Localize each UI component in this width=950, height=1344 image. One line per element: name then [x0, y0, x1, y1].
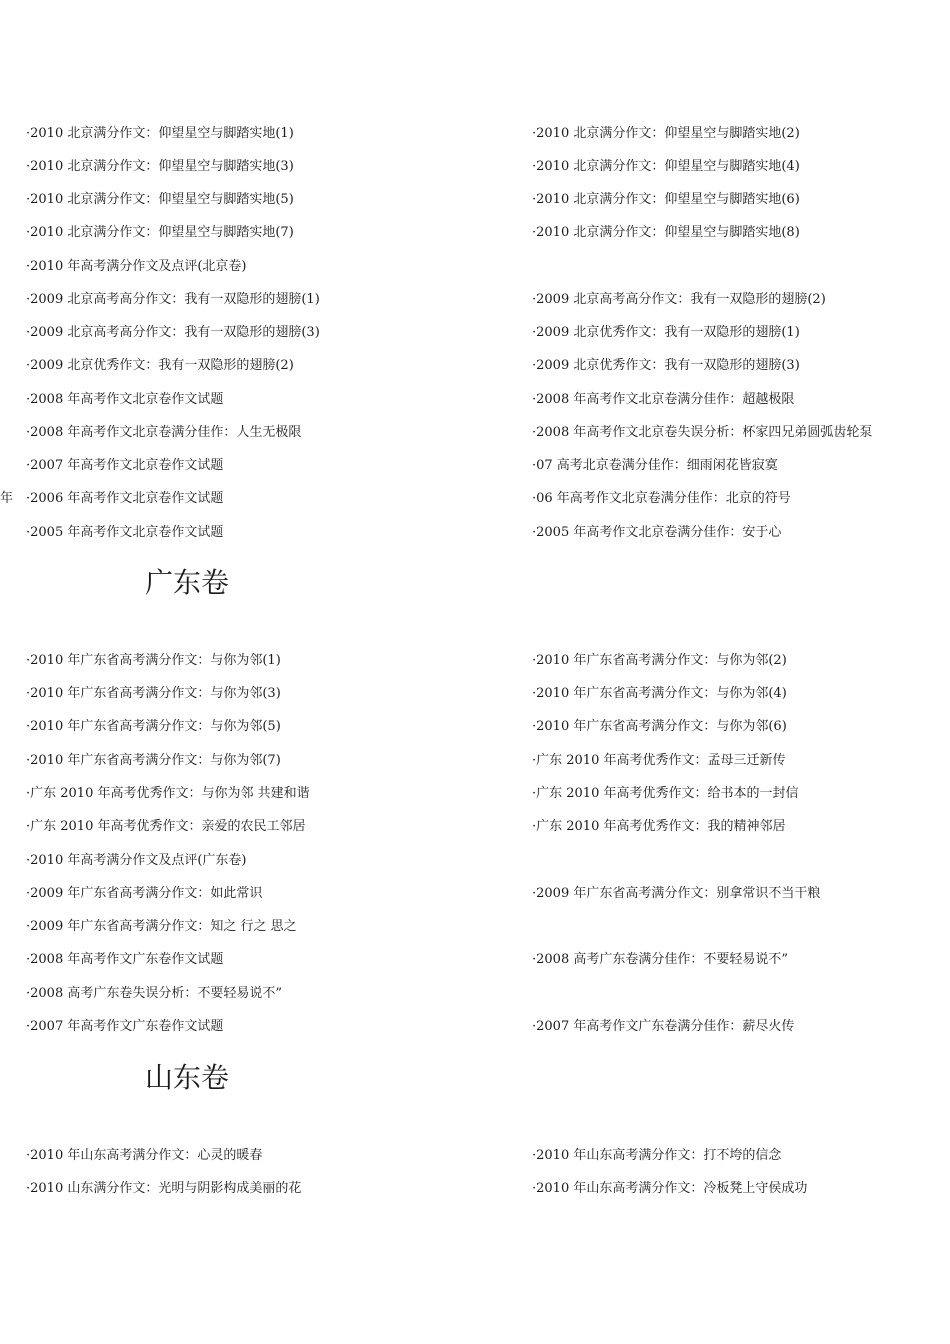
- article-link[interactable]: ·2010 年山东高考满分作文：打不垮的信念: [532, 1148, 782, 1163]
- list-row: [0, 851, 950, 871]
- list-row: [0, 717, 950, 737]
- article-link[interactable]: ·2007 年高考作文北京卷作文试题: [26, 458, 224, 473]
- list-row: [0, 323, 950, 343]
- article-link[interactable]: ·广东 2010 年高考优秀作文：我的精神邻居: [532, 819, 786, 834]
- list-row: [0, 124, 950, 144]
- article-link[interactable]: ·2008 高考广东卷失误分析：不要轻易说不”: [26, 986, 282, 1001]
- list-row: [0, 751, 950, 771]
- list-row: [0, 356, 950, 376]
- list-row: [0, 157, 950, 177]
- article-link[interactable]: ·2010 北京满分作文：仰望星空与脚踏实地(5): [26, 192, 294, 207]
- article-link[interactable]: ·06 年高考作文北京卷满分佳作：北京的符号: [532, 491, 791, 506]
- list-row: [0, 984, 950, 1004]
- article-link[interactable]: ·2008 年高考作文北京卷作文试题: [26, 392, 224, 407]
- article-link[interactable]: ·2010 山东满分作文：光明与阴影构成美丽的花: [26, 1181, 302, 1196]
- article-link[interactable]: ·2010 北京满分作文：仰望星空与脚踏实地(1): [26, 126, 294, 141]
- article-link[interactable]: ·2009 年广东省高考满分作文：如此常识: [26, 886, 263, 901]
- article-link[interactable]: ·2008 年高考作文北京卷满分佳作：人生无极限: [26, 425, 302, 440]
- article-link[interactable]: ·2008 年高考作文北京卷失误分析：杯家四兄弟圆弧齿轮泵: [532, 425, 873, 440]
- article-link[interactable]: ·2010 北京满分作文：仰望星空与脚踏实地(8): [532, 225, 800, 240]
- article-link[interactable]: ·2009 北京优秀作文：我有一双隐形的翅膀(1): [532, 325, 800, 340]
- list-row: [0, 917, 950, 937]
- article-link[interactable]: ·2005 年高考作文北京卷作文试题: [26, 525, 224, 540]
- list-row: [0, 257, 950, 277]
- article-link[interactable]: ·2009 北京优秀作文：我有一双隐形的翅膀(2): [26, 358, 294, 373]
- stray-character: 年: [0, 491, 14, 506]
- list-row: [0, 950, 950, 970]
- article-link[interactable]: ·2008 高考广东卷满分佳作：不要轻易说不”: [532, 952, 788, 967]
- article-link[interactable]: ·2010 北京满分作文：仰望星空与脚踏实地(7): [26, 225, 294, 240]
- article-link[interactable]: ·2009 北京高考高分作文：我有一双隐形的翅膀(1): [26, 292, 320, 307]
- article-link[interactable]: ·2010 年广东省高考满分作文：与你为邻(4): [532, 686, 787, 701]
- article-link[interactable]: ·07 高考北京卷满分佳作：细雨闲花皆寂寞: [532, 458, 778, 473]
- list-row: [0, 784, 950, 804]
- list-row: [0, 489, 950, 509]
- article-link[interactable]: ·2010 年高考满分作文及点评(北京卷): [26, 259, 247, 274]
- list-row: [0, 190, 950, 210]
- article-link[interactable]: ·2010 年广东省高考满分作文：与你为邻(1): [26, 653, 281, 668]
- article-link[interactable]: ·2010 年山东高考满分作文：冷板凳上守侯成功: [532, 1181, 808, 1196]
- article-link[interactable]: ·2009 北京优秀作文：我有一双隐形的翅膀(3): [532, 358, 800, 373]
- article-link[interactable]: ·2007 年高考作文广东卷满分佳作：薪尽火传: [532, 1019, 795, 1034]
- article-link[interactable]: ·2009 北京高考高分作文：我有一双隐形的翅膀(2): [532, 292, 826, 307]
- section-title-shandong: 山东卷: [145, 1061, 230, 1094]
- list-row: [0, 1017, 950, 1037]
- section-title-guangdong: 广东卷: [145, 566, 230, 599]
- list-row: [0, 390, 950, 410]
- article-link[interactable]: ·广东 2010 年高考优秀作文：孟母三迁新传: [532, 753, 786, 768]
- article-link[interactable]: ·2010 北京满分作文：仰望星空与脚踏实地(2): [532, 126, 800, 141]
- list-row: [0, 817, 950, 837]
- article-link[interactable]: ·广东 2010 年高考优秀作文：给书本的一封信: [532, 786, 799, 801]
- article-link[interactable]: ·2010 年广东省高考满分作文：与你为邻(5): [26, 719, 281, 734]
- article-link[interactable]: ·2007 年高考作文广东卷作文试题: [26, 1019, 224, 1034]
- article-link[interactable]: ·广东 2010 年高考优秀作文：亲爱的农民工邻居: [26, 819, 306, 834]
- list-row: [0, 456, 950, 476]
- list-row: [0, 1146, 950, 1166]
- article-link[interactable]: ·2008 年高考作文广东卷作文试题: [26, 952, 224, 967]
- article-link[interactable]: ·2008 年高考作文北京卷满分佳作：超越极限: [532, 392, 795, 407]
- article-link[interactable]: ·2005 年高考作文北京卷满分佳作：安于心: [532, 525, 782, 540]
- article-link[interactable]: ·2010 年广东省高考满分作文：与你为邻(6): [532, 719, 787, 734]
- article-link[interactable]: ·2006 年高考作文北京卷作文试题: [26, 491, 224, 506]
- article-link[interactable]: ·2009 年广东省高考满分作文：别拿常识不当干粮: [532, 886, 821, 901]
- article-link[interactable]: ·2010 年山东高考满分作文：心灵的暖春: [26, 1148, 263, 1163]
- article-link[interactable]: ·2010 年广东省高考满分作文：与你为邻(3): [26, 686, 281, 701]
- list-row: [0, 223, 950, 243]
- list-row: [0, 290, 950, 310]
- article-link[interactable]: ·2010 北京满分作文：仰望星空与脚踏实地(3): [26, 159, 294, 174]
- article-link[interactable]: ·2010 年广东省高考满分作文：与你为邻(7): [26, 753, 281, 768]
- list-row: [0, 884, 950, 904]
- list-row: [0, 423, 950, 443]
- article-link[interactable]: ·2009 北京高考高分作文：我有一双隐形的翅膀(3): [26, 325, 320, 340]
- article-link[interactable]: ·广东 2010 年高考优秀作文：与你为邻 共建和谐: [26, 786, 310, 801]
- article-link[interactable]: ·2009 年广东省高考满分作文：知之 行之 思之: [26, 919, 297, 934]
- article-link[interactable]: ·2010 北京满分作文：仰望星空与脚踏实地(6): [532, 192, 800, 207]
- article-link[interactable]: ·2010 北京满分作文：仰望星空与脚踏实地(4): [532, 159, 800, 174]
- list-row: [0, 1179, 950, 1199]
- list-row: [0, 684, 950, 704]
- article-link[interactable]: ·2010 年广东省高考满分作文：与你为邻(2): [532, 653, 787, 668]
- list-row: [0, 523, 950, 543]
- article-link[interactable]: ·2010 年高考满分作文及点评(广东卷): [26, 853, 247, 868]
- list-row: [0, 651, 950, 671]
